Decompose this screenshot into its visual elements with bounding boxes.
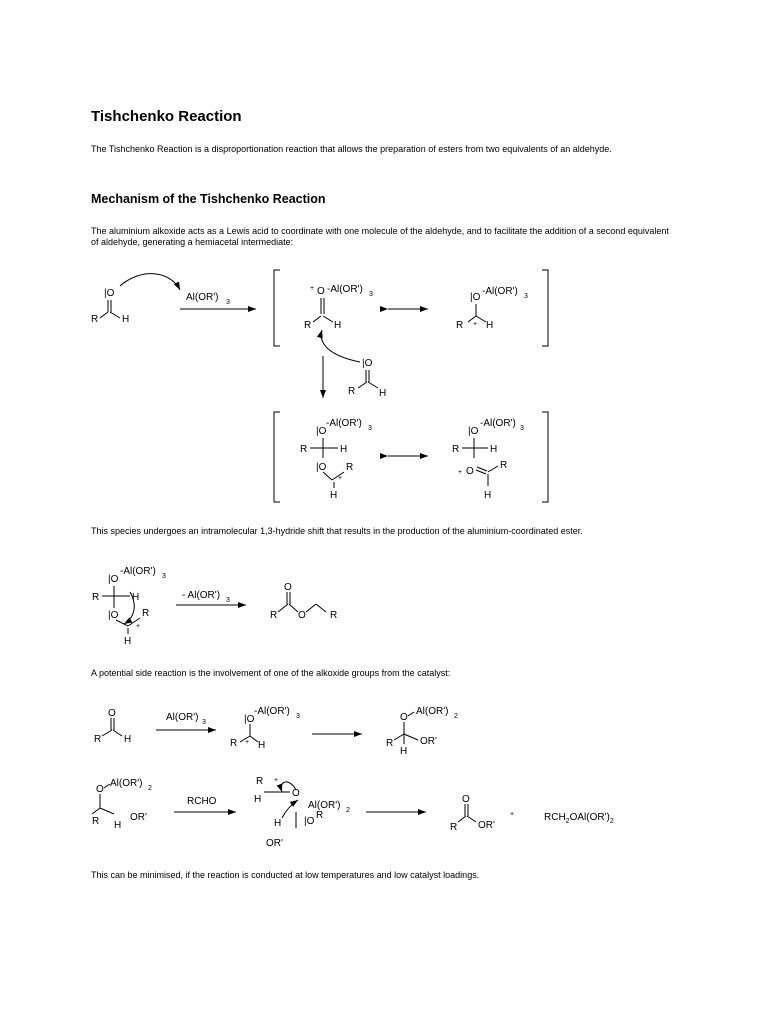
svg-text:OR': OR' xyxy=(266,838,283,849)
svg-text:3: 3 xyxy=(226,597,230,604)
r-group-label: R xyxy=(91,314,99,325)
svg-text:3: 3 xyxy=(368,425,372,432)
svg-text:O: O xyxy=(108,708,116,719)
svg-text:R: R xyxy=(450,822,458,833)
intro-paragraph: The Tishchenko Reaction is a disproportionation reaction that allows the preparation of esters from two equivalents of an aldehyde. xyxy=(91,144,612,154)
svg-text:O: O xyxy=(317,286,325,297)
svg-text:H: H xyxy=(490,444,498,455)
svg-text:R: R xyxy=(456,320,464,331)
svg-text:R: R xyxy=(386,738,394,749)
svg-text:|O: |O xyxy=(468,426,479,437)
svg-text:O: O xyxy=(466,466,474,477)
catalyst-removal-label: - Al(OR') xyxy=(182,590,221,601)
al-complex-label: -Al(OR') xyxy=(327,284,363,295)
bracket-right xyxy=(542,270,548,346)
svg-text:O: O xyxy=(96,784,104,795)
svg-text:H: H xyxy=(334,320,342,331)
svg-text:+: + xyxy=(245,739,250,746)
svg-text:+: + xyxy=(310,285,315,292)
svg-text:R: R xyxy=(94,734,102,745)
svg-text:R: R xyxy=(92,816,100,827)
svg-text:3: 3 xyxy=(202,719,206,726)
svg-text:|O: |O xyxy=(108,610,119,621)
svg-text:O: O xyxy=(400,712,408,723)
page-title: Tishchenko Reaction xyxy=(91,108,242,125)
svg-text:+: + xyxy=(338,475,343,482)
svg-text:R: R xyxy=(256,776,264,787)
svg-text:Al(OR'): Al(OR') xyxy=(308,800,341,811)
svg-text:H: H xyxy=(132,592,140,603)
svg-text:H: H xyxy=(340,444,348,455)
svg-text:+: + xyxy=(473,321,478,328)
svg-text:H: H xyxy=(330,490,338,501)
svg-text:H: H xyxy=(124,636,132,647)
svg-text:|O: |O xyxy=(108,574,119,585)
svg-text:3: 3 xyxy=(226,299,230,306)
curved-electron-arrow xyxy=(120,274,180,290)
mechanism-paragraph-1: The aluminium alkoxide acts as a Lewis acid to coordinate with one molecule of the aldehyde, and to facilitate the addition of a second equivalent of aldehyde, generating a hemiacetal intermediate: xyxy=(91,226,669,247)
svg-text:Al(OR'): Al(OR') xyxy=(166,712,199,723)
svg-text:H: H xyxy=(124,734,132,745)
svg-text:O: O xyxy=(292,788,300,799)
svg-text:|O: |O xyxy=(470,292,481,303)
svg-text:H: H xyxy=(484,490,492,501)
svg-text:3: 3 xyxy=(162,573,166,580)
ester-product-2 xyxy=(450,794,495,833)
svg-text:R: R xyxy=(452,444,460,455)
svg-text:2: 2 xyxy=(148,785,152,792)
scheme-lewis-acid-activation xyxy=(0,260,768,510)
svg-text:-Al(OR'): -Al(OR') xyxy=(480,418,516,429)
mechanism-paragraph-3: A potential side reaction is the involvement of one of the alkoxide groups from the catalyst: xyxy=(91,668,451,678)
catalyst-label: Al(OR') xyxy=(186,292,219,303)
ester-product xyxy=(270,582,337,621)
rcho-reagent-label: RCHO xyxy=(187,796,217,807)
svg-text:R: R xyxy=(500,460,508,471)
alkoxide-byproduct: $RCH_2OAl(OR')_2$ xyxy=(544,812,614,825)
svg-text:R: R xyxy=(316,810,324,821)
svg-text:+: + xyxy=(274,777,279,784)
bracket-left xyxy=(274,270,280,346)
svg-text:R: R xyxy=(346,462,354,473)
svg-text:O: O xyxy=(284,582,292,593)
svg-text:3: 3 xyxy=(524,293,528,300)
mechanism-paragraph-4: This can be minimised, if the reaction is conducted at low temperatures and low catalyst loadings. xyxy=(91,870,480,880)
svg-text:Al(OR'): Al(OR') xyxy=(110,778,143,789)
svg-text:O: O xyxy=(462,794,470,805)
svg-text:3: 3 xyxy=(296,713,300,720)
svg-text:R: R xyxy=(270,610,278,621)
svg-text:OR': OR' xyxy=(420,736,437,747)
svg-text:OR': OR' xyxy=(478,820,495,831)
oxygen-label: |O xyxy=(104,288,115,299)
scheme-hydride-shift xyxy=(0,556,768,656)
svg-text:H: H xyxy=(379,388,387,399)
svg-text:R: R xyxy=(304,320,312,331)
svg-text:|O: |O xyxy=(244,714,255,725)
svg-text:H: H xyxy=(274,818,282,829)
svg-text:R: R xyxy=(300,444,308,455)
svg-text:O: O xyxy=(298,610,306,621)
svg-text:+: + xyxy=(136,623,141,630)
svg-text:H: H xyxy=(258,740,266,751)
svg-text:+: + xyxy=(458,469,463,476)
svg-text:-Al(OR'): -Al(OR') xyxy=(482,286,518,297)
svg-text:-Al(OR'): -Al(OR') xyxy=(254,706,290,717)
svg-text:H: H xyxy=(114,820,122,831)
svg-text:3: 3 xyxy=(369,291,373,298)
scheme-side-reaction xyxy=(0,700,768,860)
svg-text:R: R xyxy=(348,386,356,397)
svg-text:R: R xyxy=(230,738,238,749)
svg-text:|O: |O xyxy=(316,462,327,473)
aldehyde-structure xyxy=(91,288,129,325)
mechanism-heading: Mechanism of the Tishchenko Reaction xyxy=(91,192,326,206)
svg-text:H: H xyxy=(400,746,408,757)
svg-text:|O: |O xyxy=(316,426,327,437)
mechanism-paragraph-2: This species undergoes an intramolecular 1,3-hydride shift that results in the production of the aluminium-coordinated ester. xyxy=(91,526,583,536)
svg-text:|O: |O xyxy=(304,816,315,827)
svg-text:OR': OR' xyxy=(130,812,147,823)
svg-text:|O: |O xyxy=(362,358,373,369)
svg-text:H: H xyxy=(486,320,494,331)
svg-text:-Al(OR'): -Al(OR') xyxy=(326,418,362,429)
svg-text:H: H xyxy=(254,794,262,805)
hydrogen-label: H xyxy=(122,314,130,325)
svg-text:R: R xyxy=(92,592,100,603)
svg-text:3: 3 xyxy=(520,425,524,432)
svg-text:R: R xyxy=(142,608,150,619)
svg-text:2: 2 xyxy=(454,713,458,720)
svg-text:-Al(OR'): -Al(OR') xyxy=(120,566,156,577)
svg-text:+: + xyxy=(510,811,515,818)
svg-text:R: R xyxy=(330,610,338,621)
svg-text:Al(OR'): Al(OR') xyxy=(416,706,449,717)
svg-text:2: 2 xyxy=(346,807,350,814)
